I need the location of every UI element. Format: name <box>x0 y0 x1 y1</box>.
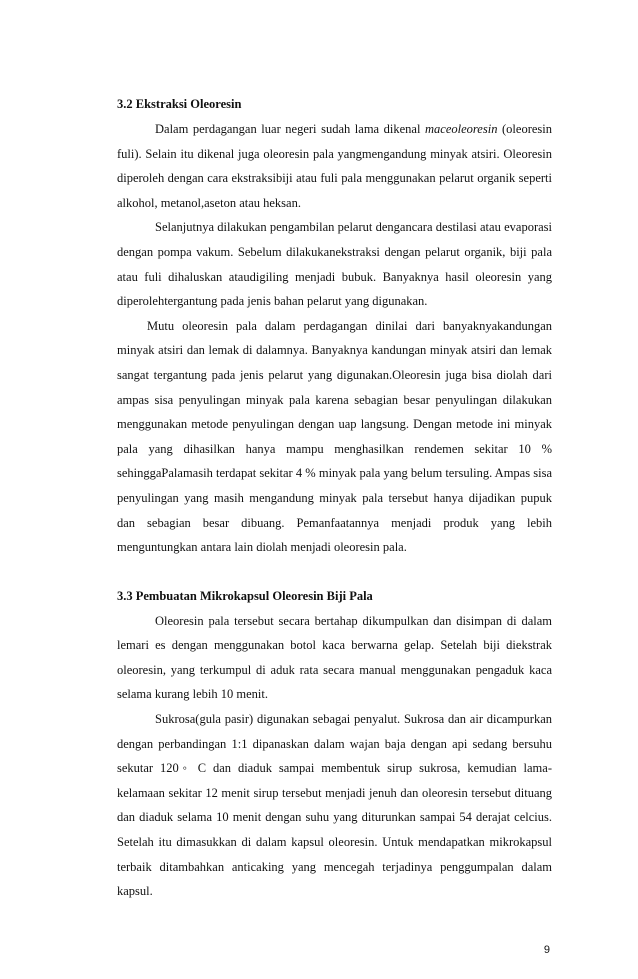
paragraph: Oleoresin pala tersebut secara bertahap dikumpulkan dan disimpan di dalam lemari es dengan menggunakan botol kaca berwarna gelap. Setelah biji diekstrak oleoresin, yang terkumpul di aduk rata secara manual menggunakan pengaduk kaca selama kurang lebih 10 menit. <box>117 613 552 702</box>
section-heading-ekstraksi: 3.2 Ekstraksi Oleoresin <box>117 97 242 111</box>
paragraph-text: Dalam perdagangan luar negeri sudah lama dikenal <box>155 122 426 136</box>
paragraph: Selanjutnya dilakukan pengambilan pelarut dengancara destilasi atau evaporasi dengan pompa vakum. Sebelum dilakukanekstraksi dengan pelarut organik, biji pala atau fuli dihaluskan ataudigiling menjadi bubuk. Banyaknya hasil oleoresin yang diperolehtergantung pada jenis bahan pelarut yang digunakan. <box>117 220 552 309</box>
italic-term: maceoleoresin <box>425 122 498 136</box>
paragraph: Mutu oleoresin pala dalam perdagangan dinilai dari banyaknyakandungan minyak atsiri dan lemak di dalamnya. Banyaknya kandungan minyak atsiri dan lemak sangat tergantung pada jenis pelarut yang digunakan.Oleoresin juga bisa diolah dari ampas sisa penyulingan minyak pala karena sebagian besar penyulingan dilakukan menggunakan metode penyulingan dengan uap langsung. Dengan metode ini minyak pala yang dihasilkan hanya mampu menghasilkan rendemen sekitar 10 % sehinggaPalamasih terdapat sekitar 4 % minyak pala yang belum tersuling. Ampas sisa penyulingan yang masih mengandung minyak pala tersebut hanya dijadikan pupuk dan sebagian besar dibuang. Pemanfaatannya menjadi produk yang lebih menguntungkan antara lain diolah menjadi oleoresin pala. <box>117 318 552 555</box>
paragraph-text: (oleoresin fuli). Selain itu dikenal juga oleoresin pala yangmengandung minyak atsiri. Oleoresin diperoleh dengan cara ekstraksibiji atau fuli pala menggunakan pelarut organik seperti alkohol, metanol,aseton atau heksan. <box>117 122 552 210</box>
paragraph <box>117 117 552 215</box>
section-heading-mikrokapsul: 3.3 Pembuatan Mikrokapsul Oleoresin Biji Pala <box>117 588 373 603</box>
page-content <box>117 92 552 904</box>
paragraph: Sukrosa(gula pasir) digunakan sebagai penyalut. Sukrosa dan air dicampurkan dengan perbandingan 1:1 dipanaskan dalam wajan baja dengan api sedang bersuhu sekutar 120◦ C dan diaduk sampai membentuk sirup sukrosa, kemudian lama-kelamaan sekitar 12 menit sirup tersebut menjadi jenuh dan oleoresin tersebut dituang dan diaduk selama 10 menit dengan suhu yang diturunkan sampai 54 derajat celcius. Setelah itu dimasukkan di dalam kapsul oleoresin. Untuk mendapatkan mikrokapsul terbaik ditambahkan anticaking yang mencegah terjadinya penggumpalan dalam kapsul. <box>117 712 552 899</box>
page-number: 9 <box>543 944 550 956</box>
